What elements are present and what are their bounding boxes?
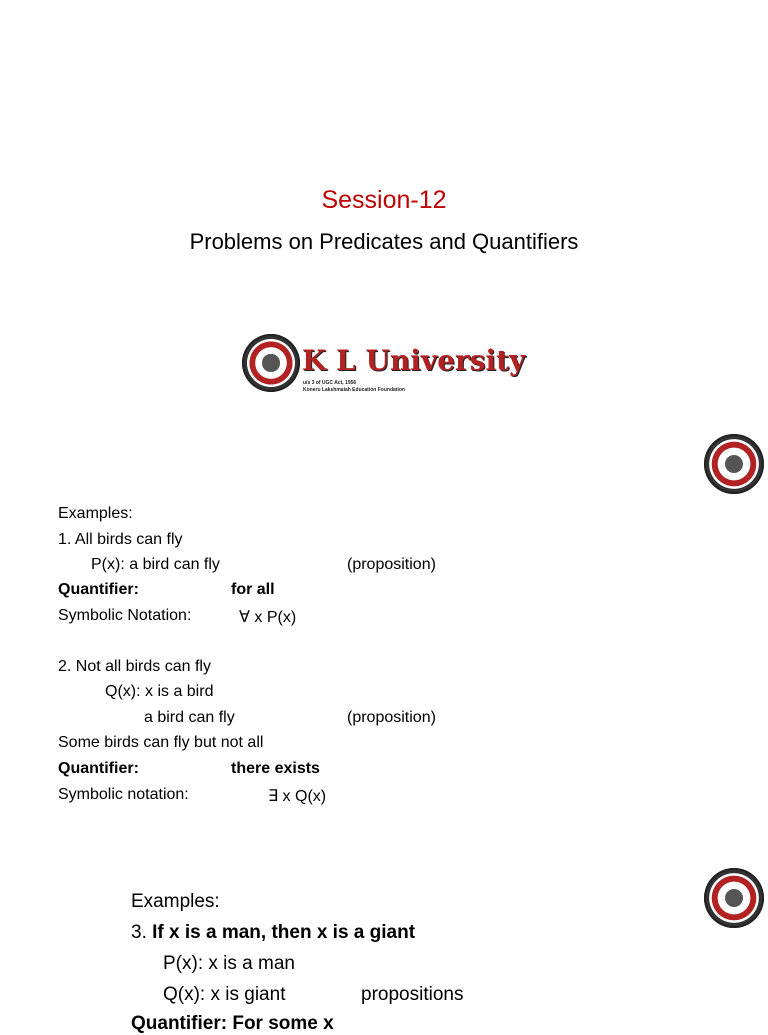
- example-3-predicate-p: P(x): x is a man: [163, 953, 295, 974]
- quantifier-1-label: Quantifier:: [58, 581, 139, 598]
- university-logo-name: K L University: [302, 344, 526, 377]
- symbolic-1-value: ∀ x P(x): [239, 609, 297, 626]
- examples-heading-slide3: Examples:: [131, 891, 220, 912]
- quantifier-1-value: for all: [231, 581, 275, 598]
- university-logo-line2: Koneru Lakshmaiah Education Foundation: [303, 387, 405, 393]
- university-seal-icon-slide2: [704, 434, 764, 494]
- example-3-predicate-q: Q(x): x is giant: [163, 984, 286, 1005]
- university-seal-icon: [242, 334, 300, 392]
- session-title: Session-12: [321, 186, 447, 214]
- example-2-note: Some birds can fly but not all: [58, 734, 264, 751]
- symbolic-2-value: ∃ x Q(x): [268, 788, 327, 805]
- university-seal-icon-slide3: [704, 868, 764, 928]
- example-2-predicate: Q(x): x is a bird: [105, 683, 214, 700]
- example-3-number: 3.: [131, 922, 153, 943]
- university-logo-line1: u/s 3 of UGC Act, 1956: [303, 380, 357, 386]
- session-subtitle: Problems on Predicates and Quantifiers: [189, 229, 579, 254]
- example-3-title: If x is a man, then x is a giant: [152, 922, 416, 943]
- example-2-line: a bird can fly: [144, 709, 235, 726]
- symbolic-2-label: Symbolic notation:: [58, 786, 189, 803]
- symbolic-1-label: Symbolic Notation:: [58, 607, 192, 624]
- examples-heading: Examples:: [58, 505, 133, 522]
- example-3-title-line: [131, 922, 415, 944]
- quantifier-3-partial: Quantifier: For some x: [131, 1013, 334, 1034]
- example-3-tag: propositions: [361, 984, 464, 1005]
- example-2-tag: (proposition): [347, 709, 436, 726]
- example-1-tag: (proposition): [347, 556, 436, 573]
- example-1-title: 1. All birds can fly: [58, 531, 183, 548]
- quantifier-2-label: Quantifier:: [58, 760, 139, 777]
- example-1-predicate: P(x): a bird can fly: [91, 556, 220, 573]
- example-2-title: 2. Not all birds can fly: [58, 658, 211, 675]
- quantifier-2-value: there exists: [231, 760, 320, 777]
